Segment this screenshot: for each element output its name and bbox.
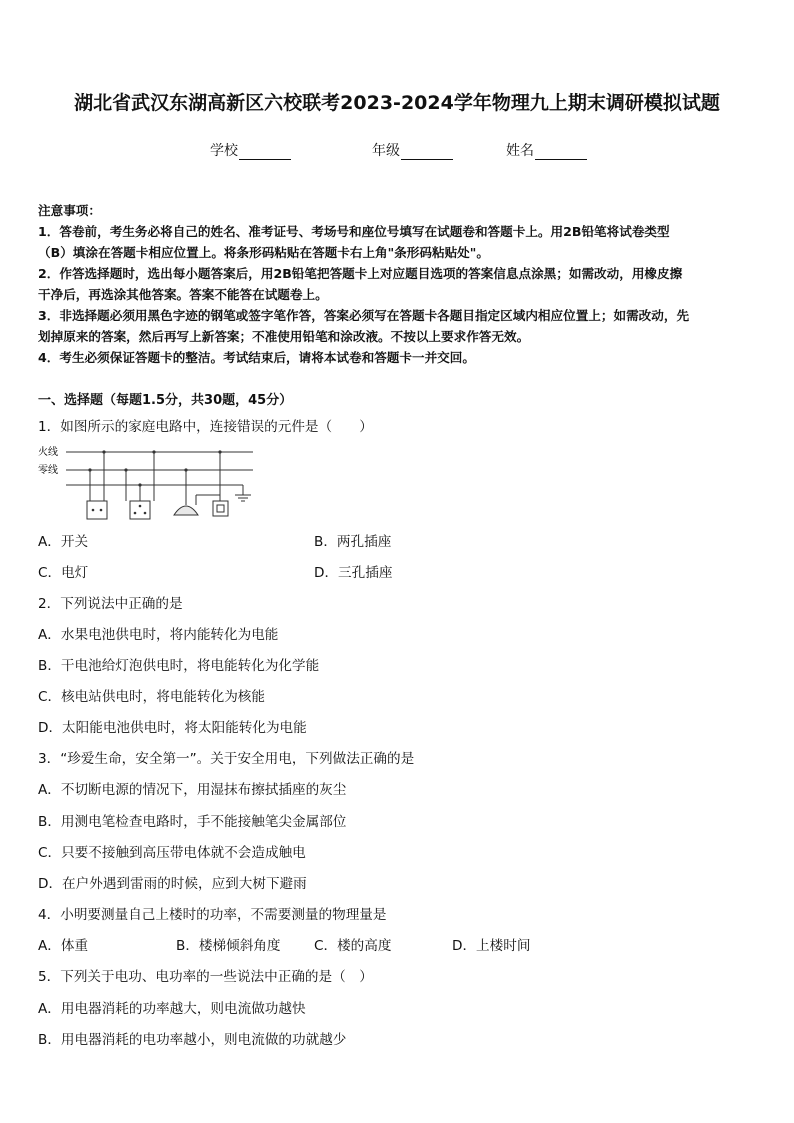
- q4-option-d: D．上楼时间: [452, 938, 531, 954]
- q4-option-c: C．楼的高度: [314, 938, 392, 954]
- switch-icon: [213, 501, 228, 516]
- q5-option-b: B．用电器消耗的电功率越小，则电流做的功就越少: [38, 1032, 347, 1048]
- notes-heading: 注意事项：: [38, 203, 101, 218]
- notes-line: 4．考生必须保证答题卡的整洁。考试结束后，请将本试卷和答题卡一并交回。: [38, 350, 475, 365]
- school-blank: [239, 145, 291, 160]
- school-label: 学校: [210, 143, 238, 159]
- q3-stem: 3．“珍爱生命，安全第一”。关于安全用电，下列做法正确的是: [38, 751, 415, 767]
- section-heading: 一、选择题（每题1.5分，共30题，45分）: [38, 393, 293, 408]
- two-pin-socket-icon: [87, 501, 107, 519]
- q2-option-d: D．太阳能电池供电时，将太阳能转化为电能: [38, 720, 307, 736]
- q4-stem: 4．小明要测量自己上楼时的功率，不需要测量的物理量是: [38, 907, 387, 923]
- notes-line: 2．作答选择题时，选出每小题答案后，用2B铅笔把答题卡上对应题目选项的答案信息点涂黑；如需改动，用橡皮擦: [38, 266, 683, 281]
- live-wire-label: 火线: [38, 447, 58, 458]
- q1-option-b: B．两孔插座: [314, 534, 392, 550]
- q1-stem: 1．如图所示的家庭电路中，连接错误的元件是（ ）: [38, 419, 373, 435]
- q5-stem: 5．下列关于电功、电功率的一些说法中正确的是（ ）: [38, 969, 373, 985]
- notes-line: （B）填涂在答题卡相应位置上。将条形码粘贴在答题卡右上角"条形码粘贴处"。: [38, 245, 489, 260]
- q5-option-a: A．用电器消耗的功率越大，则电流做功越快: [38, 1001, 306, 1017]
- q1-option-c: C．电灯: [38, 565, 89, 581]
- q4-option-b: B．楼梯倾斜角度: [176, 938, 281, 954]
- three-pin-socket-icon: [130, 501, 150, 519]
- grade-field: [372, 140, 453, 160]
- neutral-wire-label: 零线: [38, 465, 58, 476]
- lamp-icon: [174, 506, 198, 515]
- name-field: [506, 140, 587, 160]
- q1-option-d: D．三孔插座: [314, 565, 393, 581]
- notes-line: 3．非选择题必须用黑色字迹的钢笔或签字笔作答，答案必须写在答题卡各题目指定区域内相应位置上；如需改动，先: [38, 308, 690, 323]
- q2-option-b: B．干电池给灯泡供电时，将电能转化为化学能: [38, 658, 320, 674]
- q4-option-a: A．体重: [38, 938, 89, 954]
- q2-stem: 2．下列说法中正确的是: [38, 596, 183, 612]
- q2-option-c: C．核电站供电时，将电能转化为核能: [38, 689, 265, 705]
- q3-option-b: B．用测电笔检查电路时，手不能接触笔尖金属部位: [38, 814, 347, 830]
- name-blank: [535, 145, 587, 160]
- notes-block: [38, 200, 689, 368]
- notes-line: 干净后，再选涂其他答案。答案不能答在试题卷上。: [38, 287, 328, 302]
- q3-option-a: A．不切断电源的情况下，用湿抹布擦拭插座的灰尘: [38, 782, 347, 798]
- q2-option-a: A．水果电池供电时，将内能转化为电能: [38, 627, 279, 643]
- notes-line: 1．答卷前，考生务必将自己的姓名、准考证号、考场号和座位号填写在试题卷和答题卡上。用2B铅笔将试卷类型: [38, 224, 670, 239]
- q3-option-c: C．只要不接触到高压带电体就不会造成触电: [38, 845, 306, 861]
- grade-label: 年级: [372, 143, 400, 159]
- school-field: [210, 140, 291, 160]
- name-label: 姓名: [506, 143, 534, 159]
- grade-blank: [401, 145, 453, 160]
- q3-option-d: D．在户外遇到雷雨的时候，应到大树下避雨: [38, 876, 307, 892]
- q1-option-a: A．开关: [38, 534, 89, 550]
- page-title: 湖北省武汉东湖高新区六校联考2023-2024学年物理九上期末调研模拟试题: [74, 92, 720, 114]
- notes-line: 划掉原来的答案，然后再写上新答案；不准使用铅笔和涂改液。不按以上要求作答无效。: [38, 329, 530, 344]
- circuit-diagram: [38, 443, 268, 523]
